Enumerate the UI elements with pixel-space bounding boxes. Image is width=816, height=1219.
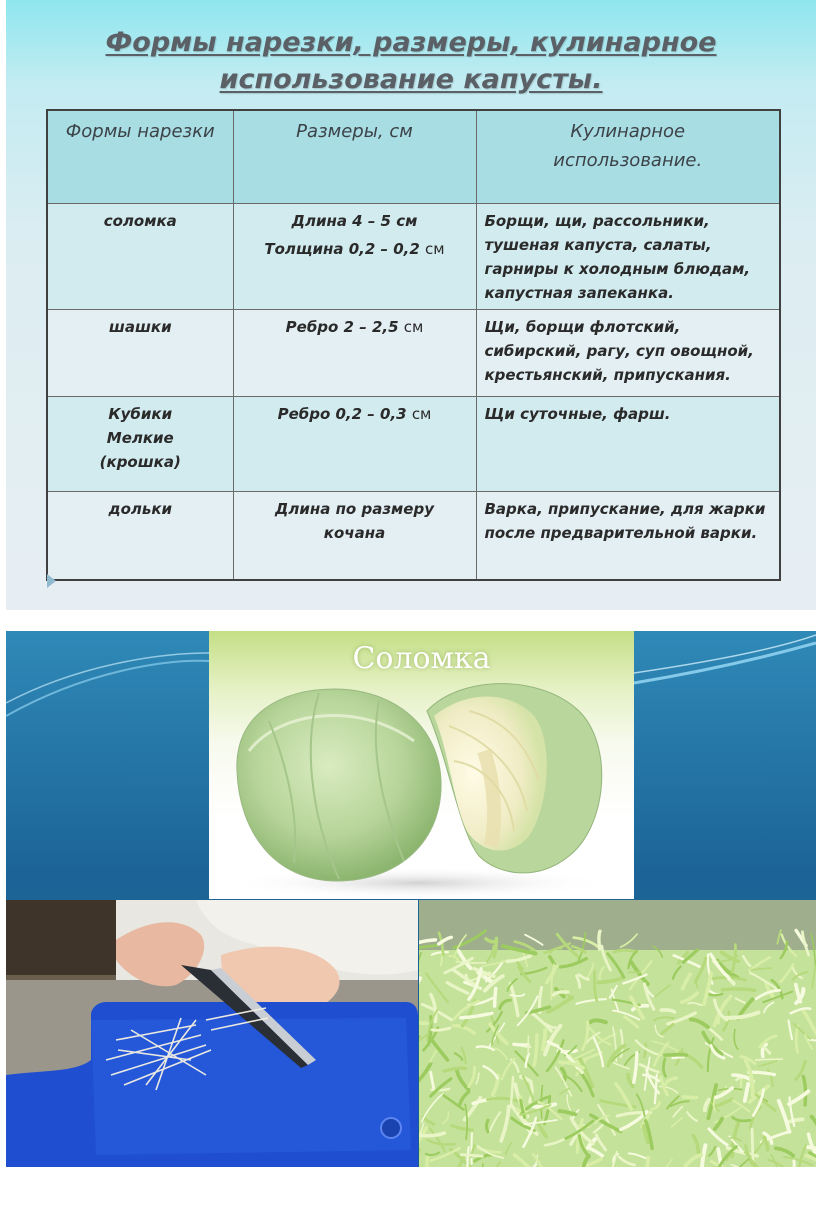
slide-cabbage-cuts-table [6, 0, 816, 610]
title-line-1: Формы нарезки, размеры, кулинарное [105, 27, 717, 58]
cell-form: шашки [47, 310, 233, 397]
cell-usage: Щи, борщи флотский, сибирский, рагу, суп овощной, крестьянский, припускания. [476, 310, 780, 397]
slide-cabbage-photos [6, 631, 816, 1167]
cutting-photo [6, 900, 418, 1167]
title-line-2: использование капусты. [219, 64, 603, 95]
header-usage: Кулинарное использование. [476, 110, 780, 204]
cuts-table [46, 109, 781, 581]
cell-form: Кубики Мелкие (крошка) [47, 397, 233, 492]
cell-size: Ребро 0,2 – 0,3 см [233, 397, 476, 492]
cell-size: Длина 4 – 5 см Толщина 0,2 – 0,2 см [233, 204, 476, 310]
cell-form: соломка [47, 204, 233, 310]
header-forms: Формы нарезки [47, 110, 233, 204]
slide-arrow-icon [47, 574, 56, 588]
table-row [47, 204, 780, 310]
cell-usage: Щи суточные, фарш. [476, 397, 780, 492]
cell-usage: Варка, припускание, для жарки после предварительной варки. [476, 492, 780, 580]
cell-form: дольки [47, 492, 233, 580]
table-row [47, 397, 780, 492]
cell-size: Ребро 2 – 2,5 см [233, 310, 476, 397]
shredded-cabbage-icon [419, 900, 816, 1167]
knife-cutting-icon [6, 900, 418, 1167]
cabbage-photo-panel [209, 631, 634, 899]
cell-size: Длина по размеру кочана [233, 492, 476, 580]
cabbage-caption: Соломка [352, 641, 491, 676]
table-row [47, 310, 780, 397]
slide-title [6, 24, 816, 98]
table-header-row [47, 110, 780, 204]
cell-usage: Борщи, щи, рассольники, тушеная капуста, салаты, гарниры к холодным блюдам, капустная запеканка. [476, 204, 780, 310]
table-row [47, 492, 780, 580]
shredded-cabbage-photo [419, 900, 816, 1167]
header-sizes: Размеры, см [233, 110, 476, 204]
